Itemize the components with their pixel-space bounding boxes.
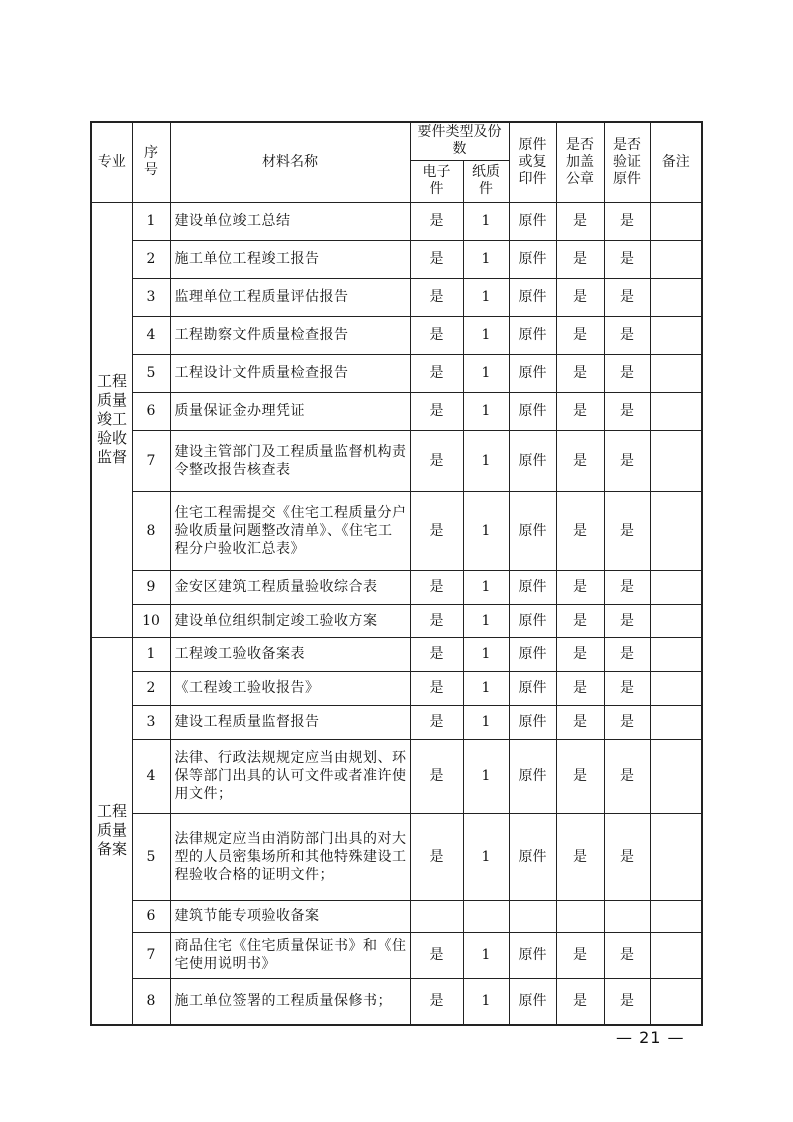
stamped-cell: 是: [556, 240, 604, 278]
electronic-cell: 是: [410, 570, 463, 604]
original-cell: [509, 900, 556, 932]
original-cell: 原件: [509, 813, 556, 900]
seq-cell: 8: [132, 491, 170, 570]
seq-cell: 10: [132, 604, 170, 637]
material-name-cell: 建设单位竣工总结: [170, 202, 410, 240]
paper-cell: 1: [463, 705, 509, 739]
paper-cell: 1: [463, 354, 509, 392]
remark-cell: [650, 491, 702, 570]
electronic-cell: 是: [410, 202, 463, 240]
verify-cell: 是: [604, 570, 650, 604]
seq-cell: 3: [132, 705, 170, 739]
paper-cell: 1: [463, 430, 509, 491]
seq-cell: 6: [132, 392, 170, 430]
table-row: [91, 278, 702, 316]
seq-cell: 7: [132, 430, 170, 491]
seq-cell: 4: [132, 316, 170, 354]
header-stamped: 是否加盖公章: [556, 122, 604, 202]
table-row: [91, 240, 702, 278]
table-row: [91, 354, 702, 392]
electronic-cell: 是: [410, 739, 463, 813]
material-name-cell: 建设主管部门及工程质量监督机构责令整改报告核查表: [170, 430, 410, 491]
materials-table: [90, 121, 703, 1026]
material-name-cell: 施工单位工程竣工报告: [170, 240, 410, 278]
original-cell: 原件: [509, 354, 556, 392]
original-cell: 原件: [509, 671, 556, 705]
paper-cell: 1: [463, 637, 509, 671]
stamped-cell: 是: [556, 637, 604, 671]
header-remark: 备注: [650, 122, 702, 202]
paper-cell: 1: [463, 978, 509, 1025]
remark-cell: [650, 739, 702, 813]
original-cell: 原件: [509, 491, 556, 570]
material-name-cell: 住宅工程需提交《住宅工程质量分户验收质量问题整改清单》、《住宅工程分户验收汇总表》: [170, 491, 410, 570]
electronic-cell: 是: [410, 932, 463, 978]
category-cell: 工程质量竣工验收监督: [91, 202, 132, 637]
header-verify-original: 是否验证原件: [604, 122, 650, 202]
remark-cell: [650, 392, 702, 430]
verify-cell: 是: [604, 813, 650, 900]
stamped-cell: 是: [556, 813, 604, 900]
verify-cell: 是: [604, 354, 650, 392]
seq-cell: 7: [132, 932, 170, 978]
paper-cell: 1: [463, 604, 509, 637]
remark-cell: [650, 316, 702, 354]
stamped-cell: [556, 900, 604, 932]
original-cell: 原件: [509, 637, 556, 671]
original-cell: 原件: [509, 570, 556, 604]
paper-cell: [463, 900, 509, 932]
electronic-cell: 是: [410, 491, 463, 570]
verify-cell: 是: [604, 278, 650, 316]
material-name-cell: 工程勘察文件质量检查报告: [170, 316, 410, 354]
original-cell: 原件: [509, 278, 556, 316]
electronic-cell: 是: [410, 278, 463, 316]
electronic-cell: 是: [410, 604, 463, 637]
stamped-cell: 是: [556, 671, 604, 705]
material-name-cell: 工程竣工验收备案表: [170, 637, 410, 671]
material-name-cell: 商品住宅《住宅质量保证书》和《住宅使用说明书》: [170, 932, 410, 978]
paper-cell: 1: [463, 491, 509, 570]
seq-cell: 8: [132, 978, 170, 1025]
remark-cell: [650, 978, 702, 1025]
table-row: [91, 813, 702, 900]
table-row: [91, 570, 702, 604]
stamped-cell: 是: [556, 705, 604, 739]
header-electronic: 电子件: [410, 160, 463, 202]
material-name-cell: 法律、行政法规规定应当由规划、环保等部门出具的认可文件或者准许使用文件；: [170, 739, 410, 813]
seq-cell: 6: [132, 900, 170, 932]
remark-cell: [650, 354, 702, 392]
paper-cell: 1: [463, 671, 509, 705]
paper-cell: 1: [463, 932, 509, 978]
electronic-cell: 是: [410, 637, 463, 671]
electronic-cell: 是: [410, 354, 463, 392]
original-cell: 原件: [509, 316, 556, 354]
paper-cell: 1: [463, 813, 509, 900]
section-filing: [91, 637, 702, 1025]
original-cell: 原件: [509, 705, 556, 739]
table-header: [91, 122, 702, 202]
material-name-cell: 施工单位签署的工程质量保修书；: [170, 978, 410, 1025]
remark-cell: [650, 705, 702, 739]
verify-cell: 是: [604, 202, 650, 240]
paper-cell: 1: [463, 392, 509, 430]
remark-cell: [650, 202, 702, 240]
table-row: [91, 491, 702, 570]
stamped-cell: 是: [556, 491, 604, 570]
header-seq: 序号: [132, 122, 170, 202]
stamped-cell: 是: [556, 604, 604, 637]
remark-cell: [650, 813, 702, 900]
stamped-cell: 是: [556, 354, 604, 392]
seq-cell: 1: [132, 202, 170, 240]
material-name-cell: 金安区建筑工程质量验收综合表: [170, 570, 410, 604]
stamped-cell: 是: [556, 430, 604, 491]
electronic-cell: 是: [410, 240, 463, 278]
verify-cell: 是: [604, 705, 650, 739]
material-name-cell: 工程设计文件质量检查报告: [170, 354, 410, 392]
stamped-cell: 是: [556, 392, 604, 430]
verify-cell: [604, 900, 650, 932]
stamped-cell: 是: [556, 278, 604, 316]
seq-cell: 3: [132, 278, 170, 316]
table-row: [91, 604, 702, 637]
seq-cell: 9: [132, 570, 170, 604]
header-major: 专业: [91, 122, 132, 202]
page-number: — 21 —: [616, 1028, 685, 1047]
table-row: [91, 637, 702, 671]
seq-cell: 5: [132, 354, 170, 392]
header-material-name: 材料名称: [170, 122, 410, 202]
header-paper: 纸质件: [463, 160, 509, 202]
seq-cell: 5: [132, 813, 170, 900]
paper-cell: 1: [463, 570, 509, 604]
section-acceptance: [91, 202, 702, 637]
paper-cell: 1: [463, 316, 509, 354]
table-row: [91, 671, 702, 705]
stamped-cell: 是: [556, 978, 604, 1025]
remark-cell: [650, 240, 702, 278]
verify-cell: 是: [604, 671, 650, 705]
verify-cell: 是: [604, 978, 650, 1025]
verify-cell: 是: [604, 392, 650, 430]
remark-cell: [650, 671, 702, 705]
original-cell: 原件: [509, 604, 556, 637]
seq-cell: 2: [132, 671, 170, 705]
stamped-cell: 是: [556, 739, 604, 813]
stamped-cell: 是: [556, 316, 604, 354]
electronic-cell: 是: [410, 430, 463, 491]
electronic-cell: 是: [410, 813, 463, 900]
table-row: [91, 739, 702, 813]
remark-cell: [650, 900, 702, 932]
material-name-cell: 建设单位组织制定竣工验收方案: [170, 604, 410, 637]
table-row: [91, 202, 702, 240]
stamped-cell: 是: [556, 932, 604, 978]
category-cell: 工程质量备案: [91, 637, 132, 1025]
electronic-cell: 是: [410, 316, 463, 354]
electronic-cell: 是: [410, 705, 463, 739]
material-name-cell: 《工程竣工验收报告》: [170, 671, 410, 705]
remark-cell: [650, 430, 702, 491]
table-row: [91, 932, 702, 978]
stamped-cell: 是: [556, 570, 604, 604]
electronic-cell: [410, 900, 463, 932]
electronic-cell: 是: [410, 978, 463, 1025]
table-row: [91, 430, 702, 491]
verify-cell: 是: [604, 932, 650, 978]
header-copy-type-group: 要件类型及份数: [410, 122, 509, 160]
paper-cell: 1: [463, 240, 509, 278]
verify-cell: 是: [604, 491, 650, 570]
paper-cell: 1: [463, 739, 509, 813]
material-name-cell: 法律规定应当由消防部门出具的对大型的人员密集场所和其他特殊建设工程验收合格的证明文件；: [170, 813, 410, 900]
verify-cell: 是: [604, 240, 650, 278]
seq-cell: 1: [132, 637, 170, 671]
table-row: [91, 392, 702, 430]
original-cell: 原件: [509, 240, 556, 278]
material-name-cell: 质量保证金办理凭证: [170, 392, 410, 430]
verify-cell: 是: [604, 604, 650, 637]
remark-cell: [650, 570, 702, 604]
seq-cell: 2: [132, 240, 170, 278]
remark-cell: [650, 278, 702, 316]
remark-cell: [650, 604, 702, 637]
material-name-cell: 建筑节能专项验收备案: [170, 900, 410, 932]
remark-cell: [650, 637, 702, 671]
table-row: [91, 316, 702, 354]
verify-cell: 是: [604, 739, 650, 813]
table-row: [91, 705, 702, 739]
remark-cell: [650, 932, 702, 978]
verify-cell: 是: [604, 316, 650, 354]
header-original-or-copy: 原件或复印件: [509, 122, 556, 202]
original-cell: 原件: [509, 739, 556, 813]
paper-cell: 1: [463, 202, 509, 240]
electronic-cell: 是: [410, 392, 463, 430]
material-name-cell: 监理单位工程质量评估报告: [170, 278, 410, 316]
original-cell: 原件: [509, 932, 556, 978]
electronic-cell: 是: [410, 671, 463, 705]
paper-cell: 1: [463, 278, 509, 316]
original-cell: 原件: [509, 978, 556, 1025]
original-cell: 原件: [509, 392, 556, 430]
stamped-cell: 是: [556, 202, 604, 240]
verify-cell: 是: [604, 637, 650, 671]
seq-cell: 4: [132, 739, 170, 813]
table-row: [91, 978, 702, 1025]
verify-cell: 是: [604, 430, 650, 491]
table-row: [91, 900, 702, 932]
original-cell: 原件: [509, 202, 556, 240]
material-name-cell: 建设工程质量监督报告: [170, 705, 410, 739]
original-cell: 原件: [509, 430, 556, 491]
